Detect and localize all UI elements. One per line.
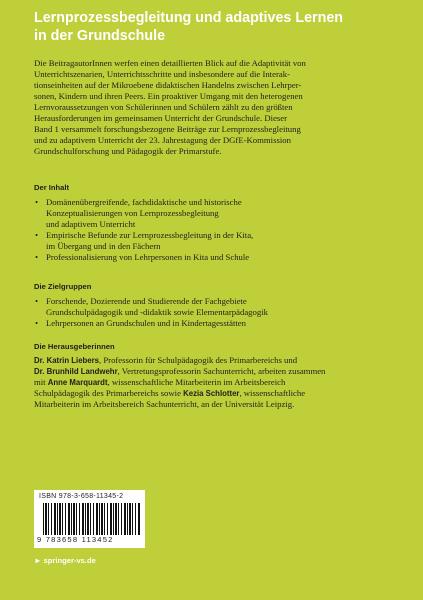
intro-paragraph xyxy=(34,58,391,157)
arrow-icon: ► xyxy=(34,556,42,565)
editors-line xyxy=(34,366,391,377)
editors-text: , Professorin für Schulpädagogik des Primarbereichs und xyxy=(99,355,298,365)
barcode-number: 9 783658 113452 xyxy=(37,535,114,544)
list-item xyxy=(34,296,391,318)
list-item-line: und adaptivem Unterricht xyxy=(46,219,136,229)
editors-text: Schulpädagogik des Primarbereichs sowie xyxy=(34,388,184,398)
list-item xyxy=(34,318,391,329)
editor-name: Dr. Katrin Liebers xyxy=(34,356,99,365)
isbn-label: ISBN 978-3-658-11345-2 xyxy=(39,493,124,500)
editors-line: Mitarbeiterin im Arbeitsbereich Sachunterricht, an der Universität Leipzig. xyxy=(34,399,295,409)
editor-name: Kezia Schlotter xyxy=(183,389,240,398)
list-item-line: • Domänenübergreifende, fachdidaktische und historische xyxy=(46,197,242,207)
book-title-line: Lernprozessbegleitung und adaptives Lernen xyxy=(34,10,344,26)
intro-line: Herausforderungen im gemeinsamen Unterricht der Grundschule. Dieser xyxy=(34,113,288,123)
intro-line: Band 1 versammelt forschungsbezogene Beiträge zur Lernprozessbegleitung xyxy=(34,124,301,134)
section-heading-inhalt: Der Inhalt xyxy=(34,183,70,192)
intro-line: tionseinheiten auf der Mikroebene didaktischen Handelns zwischen Lehrper- xyxy=(34,80,302,90)
publisher-url-text: springer-vs.de xyxy=(43,556,96,565)
section-heading-herausgeber: Die Herausgeberinnen xyxy=(34,342,115,351)
book-title-line: in der Grundschule xyxy=(34,28,166,44)
list-item xyxy=(34,230,391,252)
intro-line: sonen, Kindern und ihren Peers. Ein proaktiver Umgang mit den heterogenen xyxy=(34,91,303,101)
editors-text: , wissenschaftliche xyxy=(239,388,306,398)
inhalt-list xyxy=(34,197,391,263)
publisher-url[interactable] xyxy=(34,556,96,565)
intro-line: Unterrichtszenarien, Unterrichtsschritte und insbesondere auf die Interak- xyxy=(34,69,290,79)
list-item-line: • Forschende, Dozierende und Studierende der Fachgebiete xyxy=(46,296,247,306)
isbn-barcode xyxy=(34,490,145,548)
editor-name: Dr. Brunhild Landwehr xyxy=(34,367,118,376)
intro-line: und zu adaptivem Unterricht der 23. Jahrestagung der DGfE-Kommission xyxy=(34,135,291,145)
editor-name: Anne Marquardt xyxy=(47,378,108,387)
book-title xyxy=(34,9,394,45)
section-heading-zielgruppen: Die Zielgruppen xyxy=(34,282,92,291)
editors-line xyxy=(34,377,391,388)
list-item-line: Grundschulpädagogik und -didaktik sowie Elementarpädagogik xyxy=(46,307,268,317)
list-item-line: • Empirische Befunde zur Lernprozessbegleitung in der Kita, xyxy=(46,230,254,240)
editors-paragraph xyxy=(34,355,391,410)
list-item xyxy=(34,252,391,263)
editors-text: mit xyxy=(34,377,48,387)
editors-line xyxy=(34,355,391,366)
zielgruppen-list xyxy=(34,296,391,329)
intro-line: Die BeitragautorInnen werfen einen detaillierten Blick auf die Adaptivität von xyxy=(34,58,306,68)
editors-text: , Vertretungsprofessorin Sachunterricht, arbeiten zusammen xyxy=(117,366,326,376)
intro-line: Grundschulforschung und Pädagogik der Primarstufe. xyxy=(34,146,222,156)
list-item-line: • Lehrpersonen an Grundschulen und in Kindertagesstätten xyxy=(46,318,246,328)
list-item-line: im Übergang und in den Fächern xyxy=(46,241,161,251)
editors-text: , wissenschaftliche Mitarbeiterin im Arbeitsbereich xyxy=(107,377,286,387)
intro-line: Lernvoraussetzungen von Schülerinnen und Schülern zählt zu den größten xyxy=(34,102,293,112)
list-item-line: Konzeptualisierungen von Lernprozessbegleitung xyxy=(46,208,219,218)
editors-line xyxy=(34,388,391,399)
list-item-line: • Professionalisierung von Lehrpersonen in Kita und Schule xyxy=(46,252,250,262)
list-item xyxy=(34,197,391,230)
barcode-bars xyxy=(43,503,140,535)
